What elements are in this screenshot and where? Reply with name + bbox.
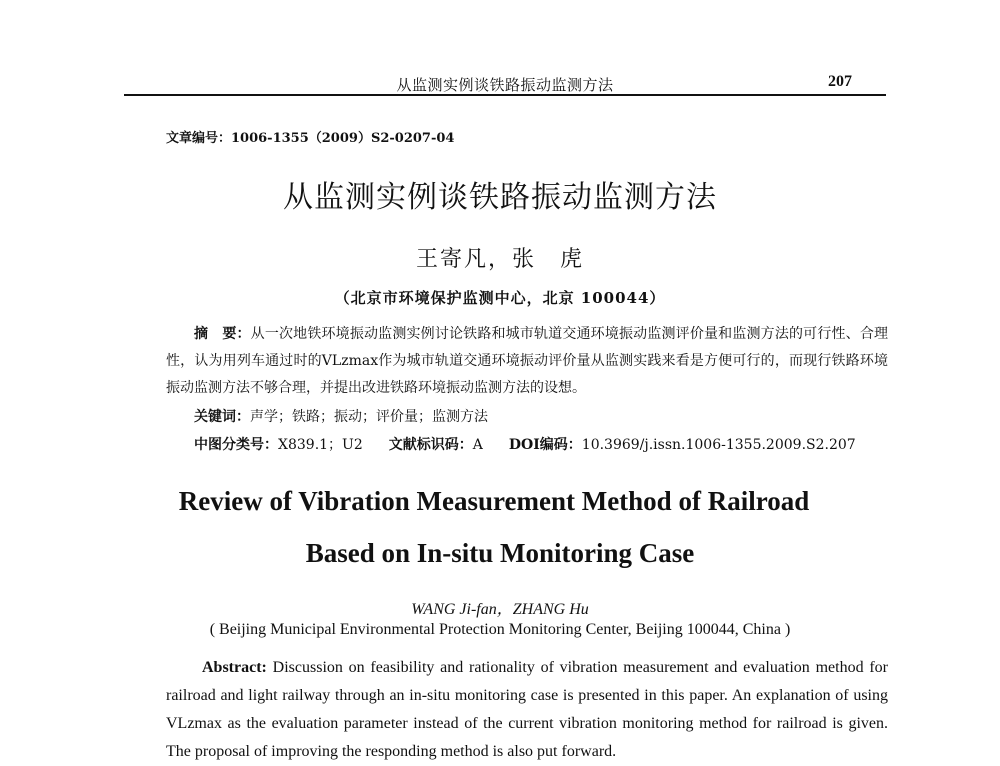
cn-affiliation: （北京市环境保护监测中心，北京 100044） [334,289,666,307]
doc-code-value: A [472,437,483,453]
en-title-line2: Based on In-situ Monitoring Case [305,538,695,568]
cn-authors: 王寄凡，张 虎 [415,247,584,272]
cn-keywords-label: 关键词： [194,409,250,425]
en-authors: WANG Ji-fan，ZHANG Hu [411,601,589,618]
class-label: 中图分类号： [194,437,278,453]
class-value: X839.1；U2 [278,437,363,453]
classification-line [194,434,856,454]
en-title-line1: Review of Vibration Measurement Method of Railroad [178,486,810,516]
cn-keywords-text: 声学；铁路；振动；评价量；监测方法 [250,409,488,425]
cn-abstract-text: 从一次地铁环境振动监测实例讨论铁路和城市轨道交通环境振动监测评价量和监测方法的可行性、合理性，认为用列车通过时的VLzmax作为城市轨道交通环境振动评价量从监测实践来看是方便可行的，而现行铁路环境振动监测方法不够合理，并提出改进铁路环境振动监测方法的设想。 [166,326,889,396]
running-header [124,68,886,96]
cn-abstract-label: 摘 要： [194,326,251,342]
en-abstract-label: Abstract: [202,659,267,676]
en-abstract-text: Discussion on feasibility and rationality of vibration measurement and evaluation method for railroad and light railway through an in-situ monitoring case is presented in this paper. An explanation of using VLzmax as the evaluation parameter instead of the current vibration monitoring method for railroad is given. The proposal of improving the responding method is also put forward. [166,659,889,760]
doi-label: DOI编码： [508,437,582,453]
cn-abstract [166,321,888,402]
doi-value: 10.3969/j.issn.1006-1355.2009.S2.207 [581,437,856,453]
cn-keywords [194,406,488,426]
header-rule [124,94,886,96]
doc-code-label: 文献标识码： [388,437,473,453]
en-affiliation: ( Beijing Municipal Environmental Protection Monitoring Center, Beijing 100044, China ) [209,621,791,638]
en-abstract [166,654,888,766]
article-id: 文章编号：1006-1355（2009）S2-0207-04 [166,131,455,146]
running-title: 从监测实例谈铁路振动监测方法 [396,76,614,94]
cn-title: 从监测实例谈铁路振动监测方法 [283,180,717,215]
page-number: 207 [828,73,852,90]
